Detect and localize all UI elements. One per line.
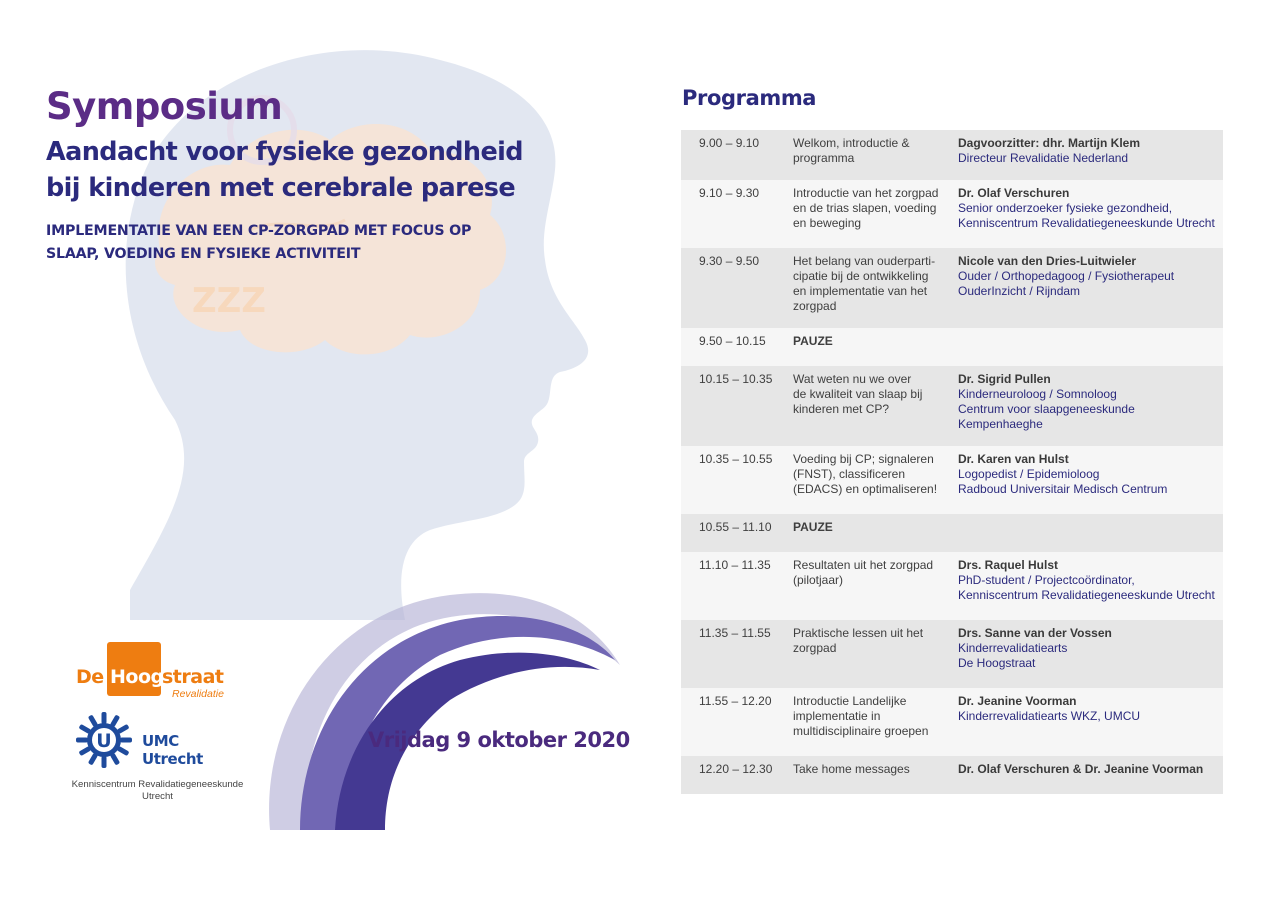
- programma-table: [681, 130, 1223, 794]
- row-topic: [793, 334, 948, 349]
- hoogstraat-logo-sub: Revalidatie: [172, 688, 224, 700]
- row-topic-line: kinderen met CP?: [793, 402, 890, 416]
- table-row: [681, 180, 1223, 248]
- row-speaker: [958, 372, 1223, 432]
- speaker-role: Kempenhaeghe: [958, 417, 1043, 431]
- poster-subtitle-line2: bij kinderen met cerebrale parese: [46, 173, 516, 203]
- row-topic-line: Introductie van het zorgpad: [793, 186, 939, 200]
- poster-tagline-line1: IMPLEMENTATIE VAN EEN CP-ZORGPAD MET FOCUS OP: [46, 223, 472, 239]
- poster-tagline-line2: SLAAP, VOEDING EN FYSIEKE ACTIVITEIT: [46, 246, 361, 262]
- speaker-role: Senior onderzoeker fysieke gezondheid,: [958, 201, 1173, 215]
- umc-emblem-letter: U: [96, 730, 112, 752]
- row-topic-line: Wat weten nu we over: [793, 372, 912, 386]
- row-topic: [793, 762, 948, 777]
- speaker-name: Dagvoorzitter: dhr. Martijn Klem: [958, 136, 1141, 150]
- row-topic: [793, 558, 948, 588]
- row-speaker: [958, 762, 1223, 777]
- row-topic-line: Het belang van ouderparti-: [793, 254, 936, 268]
- row-topic-line: Introductie Landelijke: [793, 694, 907, 708]
- hoogstraat-logo-de: De: [76, 666, 104, 688]
- row-speaker: [958, 452, 1223, 497]
- row-topic-line: (EDACS) en optimaliseren!: [793, 482, 938, 496]
- speaker-name: Nicole van den Dries-Luitwieler: [958, 254, 1137, 268]
- speaker-role: De Hoogstraat: [958, 656, 1036, 670]
- poster-title: Symposium: [46, 85, 283, 128]
- speaker-role: Directeur Revalidatie Nederland: [958, 151, 1129, 165]
- row-time: 11.10 – 11.35: [699, 558, 771, 572]
- row-topic-line: en beweging: [793, 216, 862, 230]
- table-row: [681, 620, 1223, 688]
- row-topic: [793, 186, 948, 231]
- row-time: 9.50 – 10.15: [699, 334, 766, 348]
- row-topic: [793, 694, 948, 739]
- speaker-role: Centrum voor slaapgeneeskunde: [958, 402, 1135, 416]
- sleep-zzz-icon: ZZZ: [192, 281, 266, 321]
- row-topic: [793, 372, 948, 417]
- row-speaker: [958, 626, 1223, 671]
- speaker-role: Kenniscentrum Revalidatiegeneeskunde Utrecht: [958, 588, 1215, 602]
- speaker-name: Dr. Olaf Verschuren: [958, 186, 1070, 200]
- table-row: [681, 756, 1223, 794]
- table-row: [681, 130, 1223, 180]
- event-date: Vrijdag 9 oktober 2020: [368, 728, 630, 752]
- kenniscentrum-line1: Kenniscentrum Revalidatiegeneeskunde: [71, 779, 244, 790]
- speaker-name: Dr. Jeanine Voorman: [958, 694, 1077, 708]
- row-time: 10.55 – 11.10: [699, 520, 772, 534]
- poster-title-block: [46, 86, 606, 266]
- speaker-role: Kinderrevalidatiearts WKZ, UMCU: [958, 709, 1141, 723]
- row-topic-line: cipatie bij de ontwikkeling: [793, 269, 929, 283]
- umc-utrecht-logo: [74, 710, 244, 772]
- speaker-role: Kenniscentrum Revalidatiegeneeskunde Utrecht: [958, 216, 1215, 230]
- row-speaker: [958, 558, 1223, 603]
- speaker-name: Drs. Raquel Hulst: [958, 558, 1059, 572]
- row-topic-line: en implementatie van het: [793, 284, 928, 298]
- kenniscentrum-line2: Utrecht: [142, 791, 173, 802]
- row-topic-line: Voeding bij CP; signaleren: [793, 452, 934, 466]
- table-row: [681, 688, 1223, 756]
- speaker-role: Ouder / Orthopedagoog / Fysiotherapeut: [958, 269, 1175, 283]
- row-topic-line: en de trias slapen, voeding: [793, 201, 937, 215]
- row-topic: [793, 254, 948, 314]
- row-topic-line: implementatie in: [793, 709, 881, 723]
- row-time: 9.30 – 9.50: [699, 254, 760, 268]
- row-topic-line: programma: [793, 151, 855, 165]
- speaker-role: Radboud Universitair Medisch Centrum: [958, 482, 1168, 496]
- table-row: [681, 552, 1223, 620]
- row-time: 11.35 – 11.55: [699, 626, 771, 640]
- table-row: [681, 366, 1223, 446]
- row-topic-line: Resultaten uit het zorgpad: [793, 558, 934, 572]
- umc-utrecht-name: UMC Utrecht: [142, 732, 203, 768]
- umc-emblem-icon: [74, 710, 134, 770]
- table-row: [681, 514, 1223, 552]
- row-topic: [793, 136, 948, 166]
- speaker-name: Dr. Olaf Verschuren & Dr. Jeanine Voorman: [958, 762, 1204, 776]
- row-topic-line: Praktische lessen uit het: [793, 626, 924, 640]
- row-topic-line: PAUZE: [793, 334, 833, 348]
- swoosh-decoration: [269, 593, 620, 830]
- speaker-role: OuderInzicht / Rijndam: [958, 284, 1081, 298]
- row-topic-line: Welkom, introductie &: [793, 136, 910, 150]
- row-topic-line: (FNST), classificeren: [793, 467, 906, 481]
- table-row: [681, 446, 1223, 514]
- table-row: [681, 248, 1223, 328]
- row-topic-line: zorgpad: [793, 641, 837, 655]
- row-speaker: [958, 254, 1223, 299]
- speaker-name: Dr. Karen van Hulst: [958, 452, 1069, 466]
- row-time: 10.15 – 10.35: [699, 372, 773, 386]
- speaker-name: Dr. Sigrid Pullen: [958, 372, 1051, 386]
- poster-subtitle-line1: Aandacht voor fysieke gezondheid: [46, 137, 523, 167]
- row-time: 9.00 – 9.10: [699, 136, 760, 150]
- row-topic-line: de kwaliteit van slaap bij: [793, 387, 923, 401]
- speaker-role: PhD-student / Projectcoördinator,: [958, 573, 1135, 587]
- programma-heading: Programma: [682, 86, 817, 110]
- row-topic-line: (pilotjaar): [793, 573, 844, 587]
- row-topic: [793, 626, 948, 656]
- row-topic: [793, 452, 948, 497]
- hoogstraat-logo-straat: straat: [162, 666, 224, 688]
- row-speaker: [958, 694, 1223, 724]
- row-topic: [793, 520, 948, 535]
- hoogstraat-logo: [76, 642, 236, 702]
- hoogstraat-logo-hoog: Hoog: [110, 666, 164, 688]
- speaker-role: Kinderneuroloog / Somnoloog: [958, 387, 1117, 401]
- row-time: 12.20 – 12.30: [699, 762, 773, 776]
- row-time: 11.55 – 12.20: [699, 694, 772, 708]
- speaker-role: Logopedist / Epidemioloog: [958, 467, 1100, 481]
- row-topic-line: multidisciplinaire groepen: [793, 724, 929, 738]
- row-time: 9.10 – 9.30: [699, 186, 760, 200]
- row-speaker: [958, 136, 1223, 166]
- kenniscentrum-label: [60, 779, 255, 803]
- row-topic-line: PAUZE: [793, 520, 833, 534]
- speaker-name: Drs. Sanne van der Vossen: [958, 626, 1112, 640]
- row-topic-line: Take home messages: [793, 762, 910, 776]
- row-topic-line: zorgpad: [793, 299, 837, 313]
- speaker-role: Kinderrevalidatiearts: [958, 641, 1068, 655]
- row-time: 10.35 – 10.55: [699, 452, 773, 466]
- row-speaker: [958, 186, 1223, 231]
- table-row: [681, 328, 1223, 366]
